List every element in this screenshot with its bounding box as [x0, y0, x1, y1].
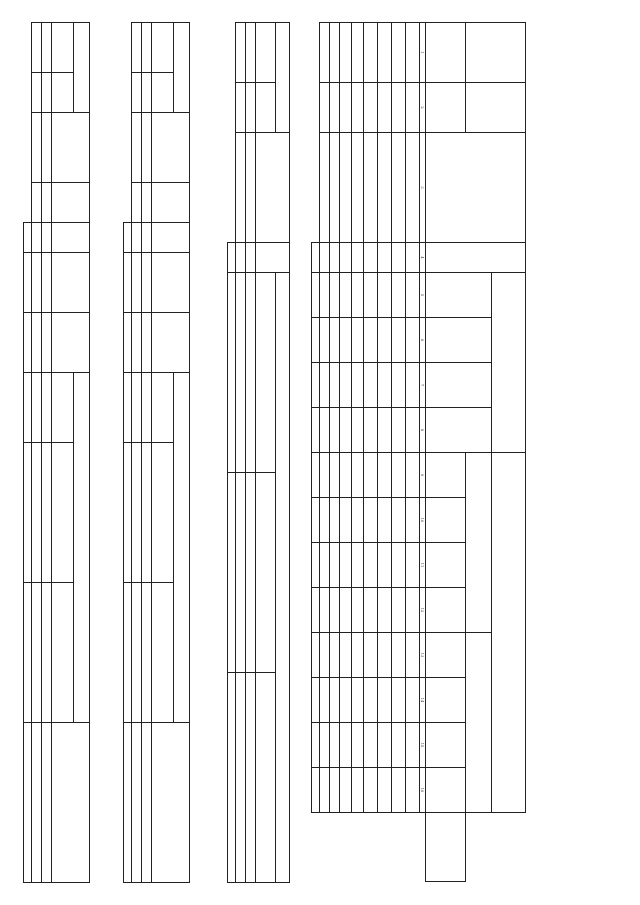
table-row [378, 23, 392, 882]
t1-head-col-11 [426, 543, 466, 588]
t4-head-agency-code [52, 73, 74, 113]
table-total-row [124, 23, 132, 883]
t1-head-col-10 [426, 498, 466, 543]
row-label [378, 133, 392, 243]
t1-colnum: 7 [420, 363, 426, 408]
t4-head-name [52, 183, 90, 223]
t1-head-col-6 [426, 318, 492, 363]
row-code [236, 243, 246, 273]
table-row [132, 23, 142, 883]
table-4 [23, 22, 90, 883]
t1-colnum: 3 [420, 133, 426, 243]
t1-colnum: 13 [420, 633, 426, 678]
t1-colnum: 16 [420, 768, 426, 813]
t2-head-col-7 [256, 673, 276, 883]
row-label [32, 183, 42, 223]
t1-head-col-7 [426, 363, 492, 408]
t1-head-indicator [466, 83, 526, 133]
table-row [42, 23, 52, 883]
t2-head-col-5 [256, 273, 276, 473]
row-code [320, 243, 330, 273]
row-code [330, 243, 340, 273]
table-2 [227, 22, 290, 883]
t2-head-col-6 [256, 473, 276, 673]
t1-head-col-8 [426, 408, 492, 453]
row-code [32, 223, 42, 253]
table-row [246, 23, 256, 883]
t1-head-name [426, 133, 526, 243]
t1-colnum: 14 [420, 678, 426, 723]
table-total-row [24, 23, 32, 883]
form-header [530, 22, 560, 882]
t3-head-actual [152, 313, 190, 373]
table-1-total-label [312, 23, 320, 243]
table-row [406, 23, 420, 882]
t1-head-agency-name [426, 23, 466, 83]
t1-colnum: 2 [420, 83, 426, 133]
row-label [132, 183, 142, 223]
t3-head-fund [152, 723, 190, 883]
row-label [340, 133, 352, 243]
row-label [330, 133, 340, 243]
t1-head-group-a [492, 273, 526, 453]
t1-colnum: 11 [420, 543, 426, 588]
table-3 [123, 22, 190, 883]
row-code [142, 223, 152, 253]
t1-head-sub-b1 [466, 453, 492, 633]
row-label [42, 183, 52, 223]
t3-head-staff [152, 253, 190, 313]
t4-head-actual [52, 313, 90, 373]
t4-head-fund [52, 723, 90, 883]
t1-colnum: 12 [420, 588, 426, 633]
t3-head-agency [174, 23, 190, 113]
row-code [42, 223, 52, 253]
t2-head-code [256, 243, 290, 273]
t2-head-agency-code [256, 83, 276, 133]
table-row [340, 23, 352, 882]
row-label [142, 183, 152, 223]
t1-colnum: 5 [420, 273, 426, 318]
table-2-total-label [228, 23, 236, 243]
row-label [364, 133, 378, 243]
table-3-total-label [124, 23, 132, 223]
t1-head-agency-code [426, 83, 466, 133]
rotated-form-sheet [0, 22, 560, 882]
row-label [246, 133, 256, 243]
t3-head-total [152, 373, 174, 443]
t3-head-name [152, 183, 190, 223]
row-label [406, 133, 420, 243]
t4-head-total [52, 373, 74, 443]
table-row [392, 23, 406, 882]
t4-head-staff [52, 253, 90, 313]
row-code [392, 243, 406, 273]
t3-head-avg-pay [174, 373, 190, 723]
row-label [236, 133, 246, 243]
t2-head-agency [276, 23, 290, 133]
table-row [352, 23, 364, 882]
table-row [330, 23, 340, 882]
t3-head-agency-code [152, 73, 174, 113]
t4-head-code [52, 223, 90, 253]
t3-head-category [152, 113, 190, 183]
t4-head-avg-pay [74, 373, 90, 723]
t1-colnum: 15 [420, 723, 426, 768]
t3-head-agency-name [152, 23, 174, 73]
t2-head-agency-name [256, 23, 276, 83]
table-row [236, 23, 246, 883]
row-code [246, 243, 256, 273]
row-code [364, 243, 378, 273]
t1-colnum: 4 [420, 243, 426, 273]
row-code [378, 243, 392, 273]
table-row [364, 23, 378, 882]
t1-head-agency [466, 23, 526, 83]
t1-head-col-9 [426, 453, 466, 498]
t1-head-group-b [492, 453, 526, 813]
row-code [352, 243, 364, 273]
row-label [352, 133, 364, 243]
table-1 [311, 22, 526, 882]
t1-head-sub-b2 [466, 633, 492, 813]
t1-colnum: 6 [420, 318, 426, 363]
t4-head-agency [74, 23, 90, 113]
row-label [320, 133, 330, 243]
row-label [392, 133, 406, 243]
t2-head-name [256, 133, 290, 243]
t4-head-category [52, 113, 90, 183]
row-code [406, 243, 420, 273]
t4-head-agency-name [52, 23, 74, 73]
t2-head-group [276, 273, 290, 883]
table-total-row [228, 23, 236, 883]
t1-colnum: 10 [420, 498, 426, 543]
row-code [132, 223, 142, 253]
table-total-row [312, 23, 320, 882]
t3-head-code [152, 223, 190, 253]
t1-colnum: 8 [420, 408, 426, 453]
table-row [320, 23, 330, 882]
t1-head-code [426, 243, 526, 273]
row-code [340, 243, 352, 273]
t1-colnum: 9 [420, 453, 426, 498]
table-row [32, 23, 42, 883]
t1-colnum: 1 [420, 23, 426, 83]
table-4-total-label [24, 23, 32, 223]
table-row [142, 23, 152, 883]
t1-head-col-5 [426, 273, 492, 318]
